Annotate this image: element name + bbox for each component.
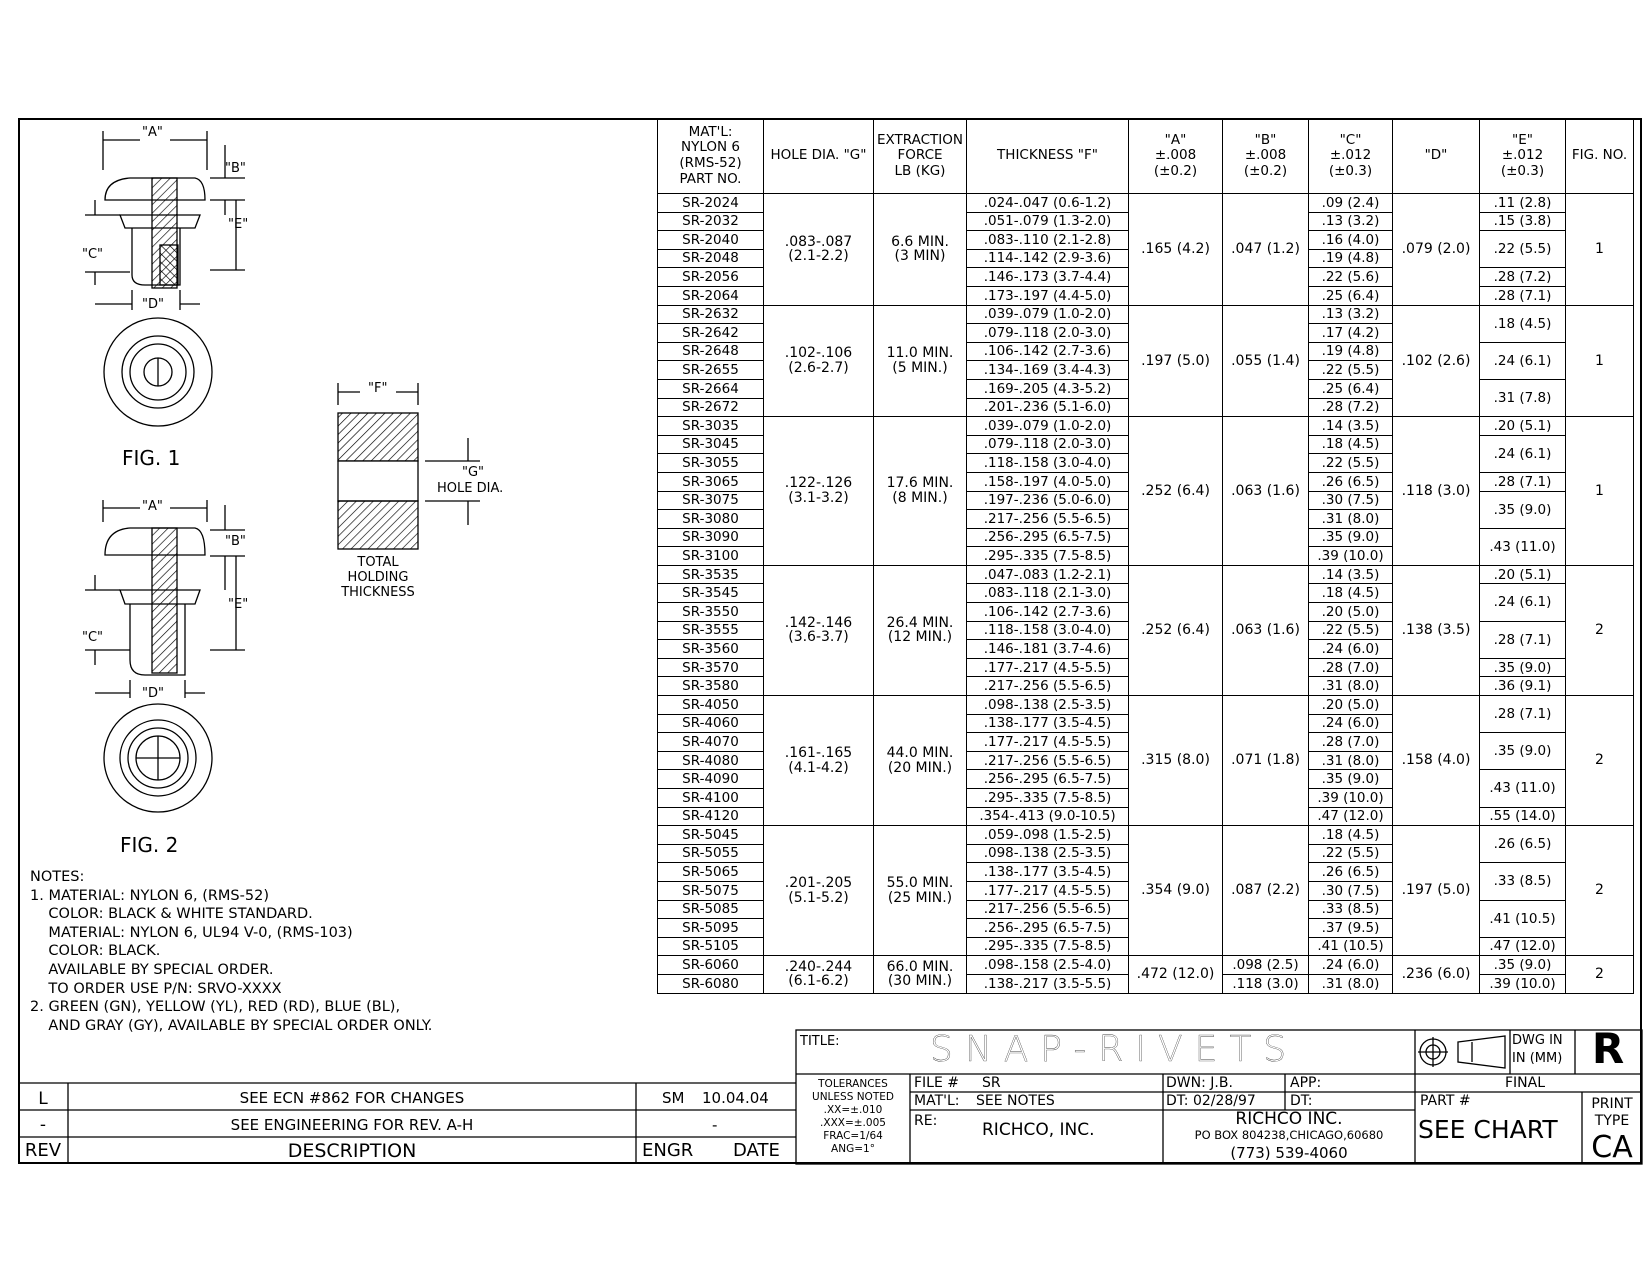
thickness-cell: .138-.177 (3.5-4.5)	[967, 863, 1129, 882]
part-number-cell: SR-5095	[658, 919, 764, 938]
thickness-cell: .098-.158 (2.5-4.0)	[967, 956, 1129, 975]
thickness-cell: .118-.158 (3.0-4.0)	[967, 621, 1129, 640]
thickness-cell: .098-.138 (2.5-3.5)	[967, 696, 1129, 715]
dim-d-cell: .118 (3.0)	[1393, 417, 1480, 566]
thickness-cell: .083-.110 (2.1-2.8)	[967, 231, 1129, 250]
company-phone: (773) 539-4060	[1230, 1144, 1348, 1162]
thickness-cell: .146-.181 (3.7-4.6)	[967, 640, 1129, 659]
dim-e-cell: .28 (7.1)	[1480, 621, 1566, 658]
fig1-dim-d: "D"	[142, 297, 164, 312]
dim-e-cell: .43 (11.0)	[1480, 770, 1566, 807]
dim-a-cell: .354 (9.0)	[1129, 826, 1223, 956]
part-number-cell: SR-3580	[658, 677, 764, 696]
thickness-cell: .256-.295 (6.5-7.5)	[967, 770, 1129, 789]
fig-no-cell: 1	[1566, 417, 1634, 566]
dim-c-cell: .24 (6.0)	[1309, 640, 1393, 659]
thickness-cell: .024-.047 (0.6-1.2)	[967, 194, 1129, 213]
dim-e-cell: .18 (4.5)	[1480, 305, 1566, 342]
extraction-force-cell: 26.4 MIN. (12 MIN.)	[874, 565, 967, 695]
table-row	[658, 565, 1634, 584]
table-row	[658, 194, 1634, 213]
fig2-dim-b: "B"	[225, 534, 246, 549]
thickness-cell: .039-.079 (1.0-2.0)	[967, 305, 1129, 324]
table-row	[658, 956, 1634, 975]
dim-c-cell: .25 (6.4)	[1309, 286, 1393, 305]
thickness-cell: .079-.118 (2.0-3.0)	[967, 435, 1129, 454]
rev-l-date: 10.04.04	[702, 1089, 769, 1107]
thickness-cell: .059-.098 (1.5-2.5)	[967, 826, 1129, 845]
dim-b-cell: .063 (1.6)	[1223, 565, 1309, 695]
print-type-value: CA	[1591, 1130, 1633, 1165]
dim-c-cell: .19 (4.8)	[1309, 249, 1393, 268]
dim-c-cell: .37 (9.5)	[1309, 919, 1393, 938]
table-header-cell: "B" ±.008 (±0.2)	[1223, 119, 1309, 194]
table-header-cell: "E" ±.012 (±0.3)	[1480, 119, 1566, 194]
part-number-cell: SR-2056	[658, 268, 764, 287]
table-header-cell: THICKNESS "F"	[967, 119, 1129, 194]
dim-a-cell: .252 (6.4)	[1129, 417, 1223, 566]
dim-c-cell: .24 (6.0)	[1309, 714, 1393, 733]
dim-a-cell: .165 (4.2)	[1129, 194, 1223, 306]
dim-c-cell: .18 (4.5)	[1309, 826, 1393, 845]
thickness-cell: .295-.335 (7.5-8.5)	[967, 547, 1129, 566]
thickness-cell: .295-.335 (7.5-8.5)	[967, 937, 1129, 956]
part-number-cell: SR-4100	[658, 789, 764, 808]
rev-l: L	[38, 1089, 48, 1109]
part-number-cell: SR-5105	[658, 937, 764, 956]
dim-e-cell: .33 (8.5)	[1480, 863, 1566, 900]
fig1-dim-b: "B"	[225, 161, 246, 176]
fig-no-cell: 2	[1566, 565, 1634, 695]
final-label: FINAL	[1505, 1075, 1546, 1091]
dim-e-cell: .39 (10.0)	[1480, 974, 1566, 993]
dim-e-cell: .24 (6.1)	[1480, 584, 1566, 621]
part-number-cell: SR-3035	[658, 417, 764, 436]
thickness-cell: .177-.217 (4.5-5.5)	[967, 658, 1129, 677]
file-value: SR	[982, 1075, 1001, 1091]
dim-d-cell: .197 (5.0)	[1393, 826, 1480, 956]
dim-c-cell: .22 (5.5)	[1309, 621, 1393, 640]
dim-e-cell: .55 (14.0)	[1480, 807, 1566, 826]
dim-c-cell: .47 (12.0)	[1309, 807, 1393, 826]
dim-c-cell: .20 (5.0)	[1309, 603, 1393, 622]
extraction-force-cell: 66.0 MIN. (30 MIN.)	[874, 956, 967, 993]
fig-no-cell: 1	[1566, 194, 1634, 306]
dim-e-cell: .43 (11.0)	[1480, 528, 1566, 565]
dim-b-cell: .098 (2.5)	[1223, 956, 1309, 975]
fig2-label: FIG. 2	[120, 833, 179, 857]
thickness-cell: .354-.413 (9.0-10.5)	[967, 807, 1129, 826]
dim-e-cell: .22 (5.5)	[1480, 231, 1566, 268]
thickness-cell: .217-.256 (5.5-6.5)	[967, 510, 1129, 529]
part-number-cell: SR-4070	[658, 733, 764, 752]
part-number-cell: SR-4080	[658, 751, 764, 770]
tolerances: TOLERANCES UNLESS NOTED .XX=±.010 .XXX=±.005 FRAC=1/64 ANG=1°	[812, 1078, 894, 1155]
dim-e-cell: .28 (7.1)	[1480, 696, 1566, 733]
thickness-cell: .295-.335 (7.5-8.5)	[967, 789, 1129, 808]
part-number-cell: SR-2655	[658, 361, 764, 380]
dim-c-cell: .19 (4.8)	[1309, 342, 1393, 361]
extraction-force-cell: 44.0 MIN. (20 MIN.)	[874, 696, 967, 826]
dim-a-cell: .252 (6.4)	[1129, 565, 1223, 695]
dim-c-cell: .25 (6.4)	[1309, 379, 1393, 398]
dim-e-cell: .26 (6.5)	[1480, 826, 1566, 863]
dim-c-cell: .18 (4.5)	[1309, 435, 1393, 454]
dim-c-cell: .16 (4.0)	[1309, 231, 1393, 250]
dim-c-cell: .20 (5.0)	[1309, 696, 1393, 715]
part-label: PART #	[1420, 1093, 1471, 1109]
part-number-cell: SR-2632	[658, 305, 764, 324]
part-number-cell: SR-3100	[658, 547, 764, 566]
part-number-cell: SR-4090	[658, 770, 764, 789]
dim-c-cell: .22 (5.6)	[1309, 268, 1393, 287]
table-header-cell: EXTRACTION FORCE LB (KG)	[874, 119, 967, 194]
table-header-cell: MAT'L: NYLON 6 (RMS-52) PART NO.	[658, 119, 764, 194]
date-approved: DT:	[1290, 1093, 1313, 1109]
dim-e-cell: .11 (2.8)	[1480, 194, 1566, 213]
dim-c-cell: .13 (3.2)	[1309, 305, 1393, 324]
thickness-cell: .177-.217 (4.5-5.5)	[967, 733, 1129, 752]
thickness-cell: .217-.256 (5.5-6.5)	[967, 900, 1129, 919]
hole-dia-cell: .122-.126 (3.1-3.2)	[764, 417, 874, 566]
thickness-cell: .118-.158 (3.0-4.0)	[967, 454, 1129, 473]
section-dim-g: "G"	[462, 465, 485, 480]
dim-e-cell: .35 (9.0)	[1480, 733, 1566, 770]
fig2-dim-a: "A"	[142, 499, 163, 514]
thickness-cell: .138-.177 (3.5-4.5)	[967, 714, 1129, 733]
section-hole-dia: HOLE DIA.	[437, 481, 504, 496]
dim-c-cell: .09 (2.4)	[1309, 194, 1393, 213]
extraction-force-cell: 6.6 MIN. (3 MIN)	[874, 194, 967, 306]
thickness-cell: .083-.118 (2.1-3.0)	[967, 584, 1129, 603]
part-number-cell: SR-6060	[658, 956, 764, 975]
fig2-dim-d: "D"	[142, 686, 164, 701]
table-header-cell: "A" ±.008 (±0.2)	[1129, 119, 1223, 194]
part-value: SEE CHART	[1418, 1115, 1558, 1144]
thickness-cell: .098-.138 (2.5-3.5)	[967, 844, 1129, 863]
table-row	[658, 696, 1634, 715]
part-number-cell: SR-2672	[658, 398, 764, 417]
extraction-force-cell: 11.0 MIN. (5 MIN.)	[874, 305, 967, 417]
fig2-rivet-drawing	[85, 500, 245, 812]
matl-label: MAT'L:	[914, 1093, 960, 1109]
hole-dia-cell: .142-.146 (3.6-3.7)	[764, 565, 874, 695]
date-header: DATE	[733, 1140, 780, 1161]
richco-logo: R	[1591, 1024, 1625, 1073]
thickness-section-drawing	[338, 383, 480, 549]
dim-c-cell: .22 (5.5)	[1309, 844, 1393, 863]
rev-l-engr: SM	[662, 1089, 685, 1107]
table-row	[658, 417, 1634, 436]
part-number-cell: SR-3090	[658, 528, 764, 547]
dim-c-cell: .24 (6.0)	[1309, 956, 1393, 975]
dim-c-cell: .28 (7.0)	[1309, 733, 1393, 752]
dim-b-cell: .047 (1.2)	[1223, 194, 1309, 306]
company-name: RICHCO, INC.	[982, 1120, 1095, 1140]
title-label: TITLE:	[800, 1034, 840, 1049]
thickness-cell: .134-.169 (3.4-4.3)	[967, 361, 1129, 380]
dim-e-cell: .28 (7.1)	[1480, 286, 1566, 305]
part-number-cell: SR-3545	[658, 584, 764, 603]
dim-e-cell: .35 (9.0)	[1480, 956, 1566, 975]
fig1-rivet-drawing	[85, 131, 245, 426]
dim-c-cell: .14 (3.5)	[1309, 417, 1393, 436]
part-number-cell: SR-3075	[658, 491, 764, 510]
dim-c-cell: .28 (7.0)	[1309, 658, 1393, 677]
part-number-cell: SR-6080	[658, 974, 764, 993]
part-number-cell: SR-3570	[658, 658, 764, 677]
section-thickness: THICKNESS	[341, 585, 415, 600]
rev-header: REV	[24, 1140, 62, 1161]
thickness-cell: .146-.173 (3.7-4.4)	[967, 268, 1129, 287]
dim-e-cell: .20 (5.1)	[1480, 565, 1566, 584]
date-drawn: DT: 02/28/97	[1166, 1093, 1256, 1109]
section-total: TOTAL	[357, 555, 399, 570]
dim-a-cell: .315 (8.0)	[1129, 696, 1223, 826]
re-label: RE:	[914, 1113, 938, 1129]
part-number-cell: SR-3045	[658, 435, 764, 454]
dim-e-cell: .36 (9.1)	[1480, 677, 1566, 696]
thickness-cell: .051-.079 (1.3-2.0)	[967, 212, 1129, 231]
thickness-cell: .197-.236 (5.0-6.0)	[967, 491, 1129, 510]
company-address: PO BOX 804238,CHICAGO,60680	[1194, 1128, 1384, 1142]
thickness-cell: .079-.118 (2.0-3.0)	[967, 324, 1129, 343]
thickness-cell: .039-.079 (1.0-2.0)	[967, 417, 1129, 436]
dim-c-cell: .35 (9.0)	[1309, 770, 1393, 789]
dim-e-cell: .31 (7.8)	[1480, 379, 1566, 416]
fig2-dim-c: "C"	[82, 630, 104, 645]
thickness-cell: .173-.197 (4.4-5.0)	[967, 286, 1129, 305]
dim-e-cell: .28 (7.2)	[1480, 268, 1566, 287]
dim-e-cell: .28 (7.1)	[1480, 472, 1566, 491]
fig-no-cell: 2	[1566, 826, 1634, 956]
dim-d-cell: .102 (2.6)	[1393, 305, 1480, 417]
dim-c-cell: .33 (8.5)	[1309, 900, 1393, 919]
dim-c-cell: .17 (4.2)	[1309, 324, 1393, 343]
rev-dash: -	[39, 1115, 47, 1135]
fig1-label: FIG. 1	[122, 446, 181, 470]
dim-c-cell: .30 (7.5)	[1309, 881, 1393, 900]
dim-c-cell: .39 (10.0)	[1309, 547, 1393, 566]
part-number-cell: SR-2664	[658, 379, 764, 398]
thickness-cell: .047-.083 (1.2-2.1)	[967, 565, 1129, 584]
in-mm: IN (MM)	[1512, 1051, 1563, 1066]
thickness-cell: .217-.256 (5.5-6.5)	[967, 677, 1129, 696]
dim-c-cell: .22 (5.5)	[1309, 361, 1393, 380]
engr-header: ENGR	[642, 1140, 694, 1161]
dim-e-cell: .35 (9.0)	[1480, 658, 1566, 677]
dim-c-cell: .39 (10.0)	[1309, 789, 1393, 808]
part-number-cell: SR-5075	[658, 881, 764, 900]
section-dim-f: "F"	[368, 381, 388, 396]
part-number-cell: SR-2032	[658, 212, 764, 231]
hole-dia-cell: .161-.165 (4.1-4.2)	[764, 696, 874, 826]
part-number-cell: SR-2048	[658, 249, 764, 268]
dim-c-cell: .35 (9.0)	[1309, 528, 1393, 547]
part-number-cell: SR-2064	[658, 286, 764, 305]
dim-e-cell: .15 (3.8)	[1480, 212, 1566, 231]
dim-b-cell: .118 (3.0)	[1223, 974, 1309, 993]
fig-no-cell: 2	[1566, 696, 1634, 826]
part-number-cell: SR-2642	[658, 324, 764, 343]
dwn: DWN: J.B.	[1166, 1075, 1233, 1091]
dim-e-cell: .35 (9.0)	[1480, 491, 1566, 528]
table-header-cell: HOLE DIA. "G"	[764, 119, 874, 194]
dim-c-cell: .31 (8.0)	[1309, 677, 1393, 696]
part-number-cell: SR-4060	[658, 714, 764, 733]
dim-c-cell: .13 (3.2)	[1309, 212, 1393, 231]
drawing-title: SNAP-RIVETS	[930, 1029, 1299, 1070]
part-number-cell: SR-3535	[658, 565, 764, 584]
dim-c-cell: .26 (6.5)	[1309, 472, 1393, 491]
dim-e-cell: .24 (6.1)	[1480, 342, 1566, 379]
dwg-in: DWG IN	[1512, 1033, 1563, 1048]
table-row	[658, 826, 1634, 845]
thickness-cell: .138-.217 (3.5-5.5)	[967, 974, 1129, 993]
table-header-cell: "C" ±.012 (±0.3)	[1309, 119, 1393, 194]
fig1-dim-c: "C"	[82, 247, 104, 262]
part-number-cell: SR-5085	[658, 900, 764, 919]
part-number-cell: SR-3555	[658, 621, 764, 640]
section-holding: HOLDING	[347, 570, 409, 585]
extraction-force-cell: 55.0 MIN. (25 MIN.)	[874, 826, 967, 956]
dim-e-cell: .24 (6.1)	[1480, 435, 1566, 472]
dim-d-cell: .138 (3.5)	[1393, 565, 1480, 695]
dim-b-cell: .071 (1.8)	[1223, 696, 1309, 826]
dim-c-cell: .26 (6.5)	[1309, 863, 1393, 882]
dim-c-cell: .18 (4.5)	[1309, 584, 1393, 603]
part-number-cell: SR-5065	[658, 863, 764, 882]
fig2-dim-e: "E"	[228, 597, 249, 612]
dim-c-cell: .14 (3.5)	[1309, 565, 1393, 584]
rev-dash-date: -	[712, 1116, 718, 1134]
hole-dia-cell: .083-.087 (2.1-2.2)	[764, 194, 874, 306]
thickness-cell: .201-.236 (5.1-6.0)	[967, 398, 1129, 417]
table-header-cell: "D"	[1393, 119, 1480, 194]
thickness-cell: .256-.295 (6.5-7.5)	[967, 919, 1129, 938]
spec-table	[657, 118, 1634, 994]
thickness-cell: .177-.217 (4.5-5.5)	[967, 881, 1129, 900]
hole-dia-cell: .240-.244 (6.1-6.2)	[764, 956, 874, 993]
part-number-cell: SR-3055	[658, 454, 764, 473]
description-header: DESCRIPTION	[287, 1140, 417, 1162]
part-number-cell: SR-3080	[658, 510, 764, 529]
thickness-cell: .114-.142 (2.9-3.6)	[967, 249, 1129, 268]
dim-b-cell: .055 (1.4)	[1223, 305, 1309, 417]
dim-a-cell: .472 (12.0)	[1129, 956, 1223, 993]
matl-value: SEE NOTES	[976, 1093, 1055, 1109]
dim-c-cell: .31 (8.0)	[1309, 974, 1393, 993]
part-number-cell: SR-2648	[658, 342, 764, 361]
dim-c-cell: .41 (10.5)	[1309, 937, 1393, 956]
rev-dash-desc: SEE ENGINEERING FOR REV. A-H	[230, 1116, 474, 1134]
dim-c-cell: .30 (7.5)	[1309, 491, 1393, 510]
part-number-cell: SR-4050	[658, 696, 764, 715]
dim-b-cell: .063 (1.6)	[1223, 417, 1309, 566]
dim-e-cell: .47 (12.0)	[1480, 937, 1566, 956]
dim-c-cell: .31 (8.0)	[1309, 510, 1393, 529]
company-name-2: RICHCO INC.	[1235, 1109, 1343, 1129]
hole-dia-cell: .102-.106 (2.6-2.7)	[764, 305, 874, 417]
thickness-cell: .106-.142 (2.7-3.6)	[967, 603, 1129, 622]
part-number-cell: SR-5045	[658, 826, 764, 845]
thickness-cell: .169-.205 (4.3-5.2)	[967, 379, 1129, 398]
part-number-cell: SR-3560	[658, 640, 764, 659]
file-label: FILE #	[914, 1075, 960, 1091]
dim-d-cell: .158 (4.0)	[1393, 696, 1480, 826]
dim-c-cell: .31 (8.0)	[1309, 751, 1393, 770]
part-number-cell: SR-2040	[658, 231, 764, 250]
dim-e-cell: .41 (10.5)	[1480, 900, 1566, 937]
part-number-cell: SR-4120	[658, 807, 764, 826]
dim-d-cell: .079 (2.0)	[1393, 194, 1480, 306]
fig1-dim-a: "A"	[142, 125, 163, 140]
part-number-cell: SR-3065	[658, 472, 764, 491]
table-row	[658, 305, 1634, 324]
hole-dia-cell: .201-.205 (5.1-5.2)	[764, 826, 874, 956]
notes-block: NOTES: 1. MATERIAL: NYLON 6, (RMS-52) COLOR: BLACK & WHITE STANDARD. MATERIAL: NYLON 6, UL94 V-0, (RMS-103) COLOR: BLACK. AVAILABLE BY SPECIAL ORDER. TO ORDER USE P/N: SRVO-XXXX 2. GREEN (GN), YELLOW (YL), RED (RD), BLUE (BL), AND GRAY (GY), AVAILABLE BY SPECIAL ORDER ONLY.	[30, 869, 433, 1034]
thickness-cell: .106-.142 (2.7-3.6)	[967, 342, 1129, 361]
thickness-cell: .217-.256 (5.5-6.5)	[967, 751, 1129, 770]
thickness-cell: .256-.295 (6.5-7.5)	[967, 528, 1129, 547]
table-header-row	[658, 119, 1634, 194]
dim-c-cell: .22 (5.5)	[1309, 454, 1393, 473]
table-header-cell: FIG. NO.	[1566, 119, 1634, 194]
fig-no-cell: 2	[1566, 956, 1634, 993]
fig1-dim-e: "E"	[228, 217, 249, 232]
part-number-cell: SR-2024	[658, 194, 764, 213]
thickness-cell: .158-.197 (4.0-5.0)	[967, 472, 1129, 491]
dim-b-cell: .087 (2.2)	[1223, 826, 1309, 956]
part-number-cell: SR-5055	[658, 844, 764, 863]
app: APP:	[1290, 1075, 1322, 1091]
dim-c-cell: .28 (7.2)	[1309, 398, 1393, 417]
fig-no-cell: 1	[1566, 305, 1634, 417]
part-number-cell: SR-3550	[658, 603, 764, 622]
dim-a-cell: .197 (5.0)	[1129, 305, 1223, 417]
dim-d-cell: .236 (6.0)	[1393, 956, 1480, 993]
print-type-label: PRINT TYPE	[1591, 1096, 1633, 1129]
extraction-force-cell: 17.6 MIN. (8 MIN.)	[874, 417, 967, 566]
rev-l-desc: SEE ECN #862 FOR CHANGES	[239, 1089, 465, 1107]
dim-e-cell: .20 (5.1)	[1480, 417, 1566, 436]
